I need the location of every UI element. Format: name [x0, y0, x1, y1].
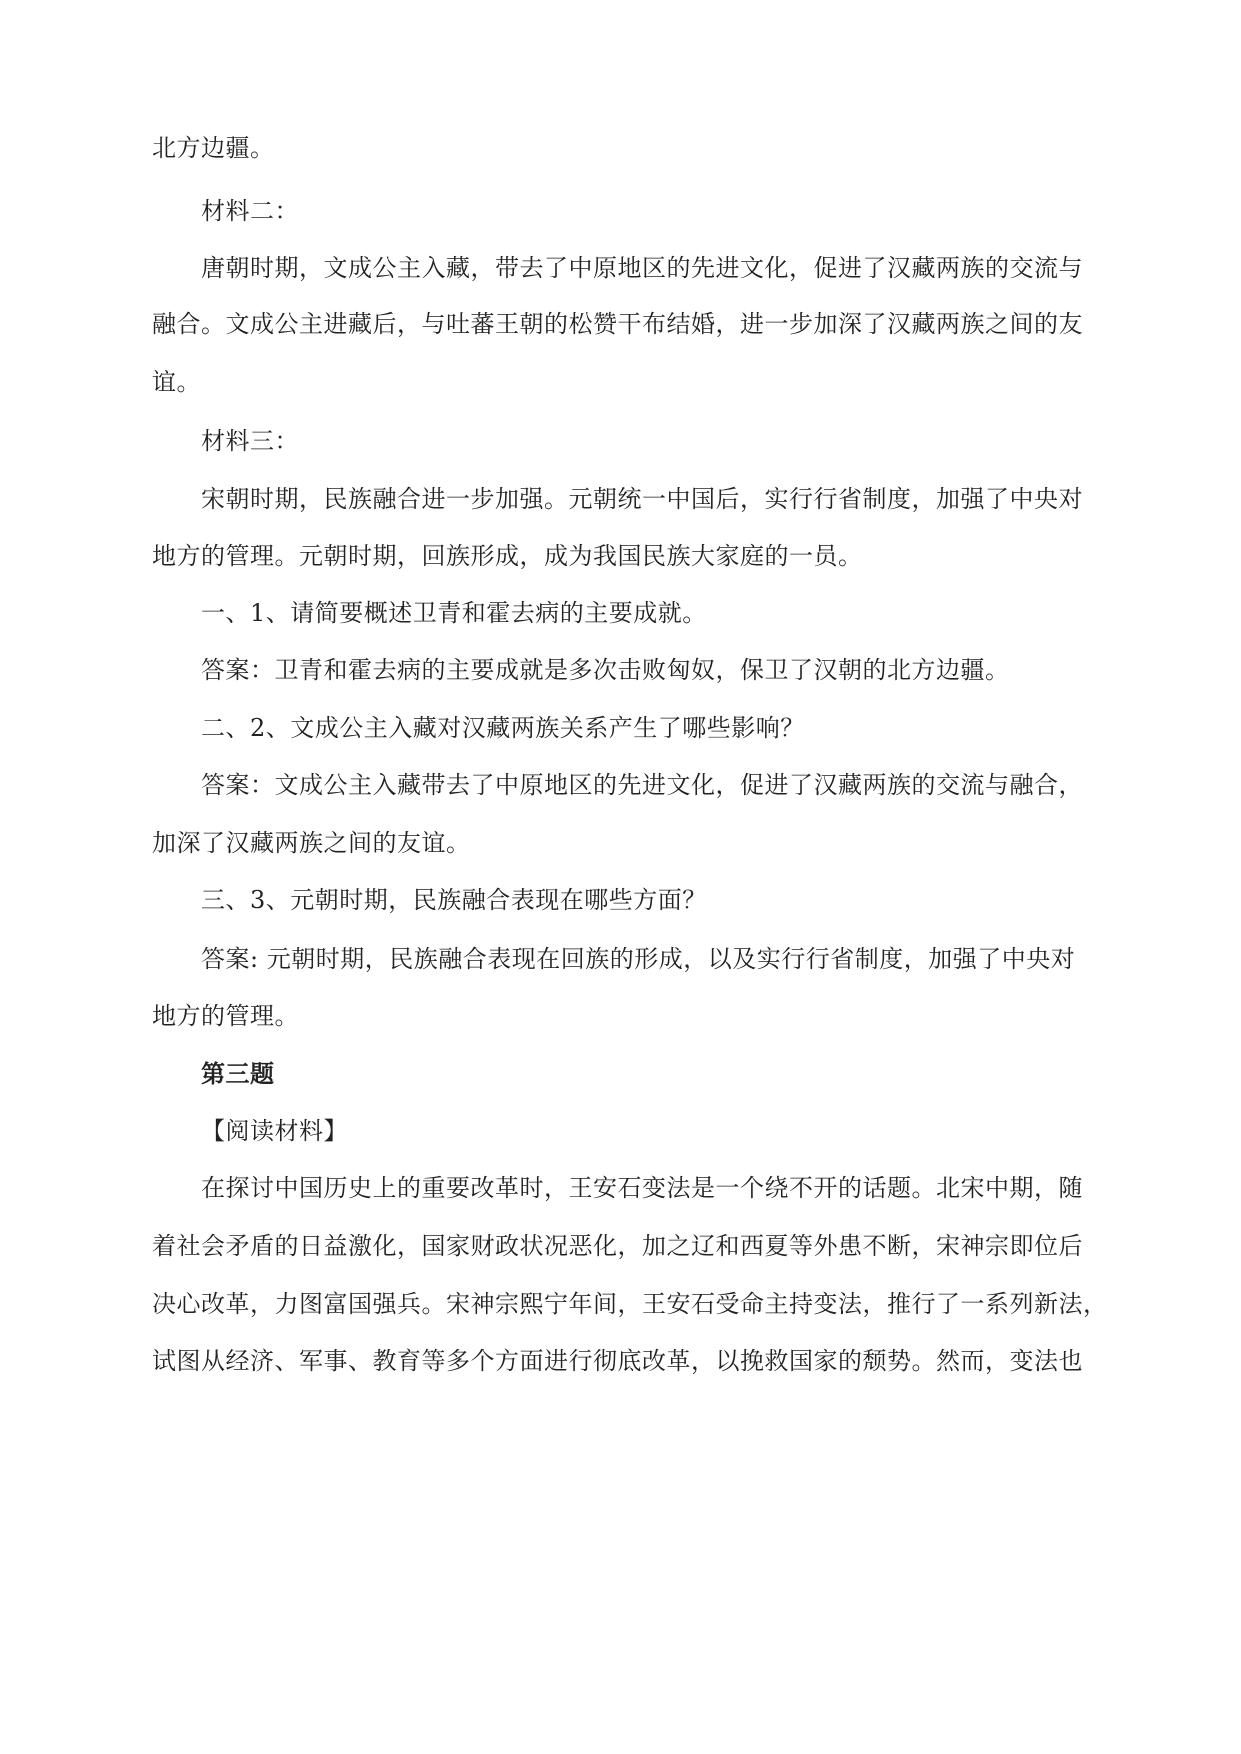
- material-three-heading: 材料三：: [201, 427, 299, 455]
- reading-material-heading: 【阅读材料】: [201, 1117, 348, 1145]
- answer-3-continued: 地方的管理。: [152, 1002, 299, 1030]
- paragraph-line: 地方的管理。元朝时期，回族形成，成为我国民族大家庭的一员。: [152, 542, 863, 570]
- section-title: 第三题: [201, 1059, 275, 1088]
- paragraph-line: 在探讨中国历史上的重要改革时，王安石变法是一个绕不开的话题。北宋中期，随: [201, 1174, 1083, 1202]
- paragraph-line: 试图从经济、军事、教育等多个方面进行彻底改革，以挽救国家的颓势。然而，变法也: [152, 1347, 1083, 1375]
- paragraph-line: 谊。: [152, 368, 201, 396]
- material-two-heading: 材料二：: [201, 197, 299, 225]
- paragraph-line: 融合。文成公主进藏后，与吐蕃王朝的松赞干布结婚，进一步加深了汉藏两族之间的友: [152, 310, 1083, 338]
- answer-3: 答案: 元朝时期，民族融合表现在回族的形成，以及实行行省制度，加强了中央对: [201, 945, 1076, 973]
- answer-2-continued: 加深了汉藏两族之间的友谊。: [152, 829, 471, 857]
- question-2: 二、2、文成公主入藏对汉藏两族关系产生了哪些影响？: [201, 714, 805, 742]
- question-3: 三、3、元朝时期，民族融合表现在哪些方面？: [201, 886, 707, 914]
- paragraph-line: 着社会矛盾的日益激化，国家财政状况恶化，加之辽和西夏等外患不断，宋神宗即位后: [152, 1232, 1083, 1260]
- paragraph-line: 唐朝时期，文成公主入藏，带去了中原地区的先进文化，促进了汉藏两族的交流与: [201, 254, 1083, 282]
- question-1: 一、1、请简要概述卫青和霍去病的主要成就。: [201, 599, 707, 627]
- paragraph-line: 宋朝时期，民族融合进一步加强。元朝统一中国后，实行行省制度，加强了中央对: [201, 485, 1083, 513]
- paragraph-line: 决心改革，力图富国强兵。宋神宗熙宁年间，王安石受命主持变法，推行了一系列新法，: [152, 1290, 1108, 1318]
- answer-1: 答案：卫青和霍去病的主要成就是多次击败匈奴，保卫了汉朝的北方边疆。: [201, 656, 1010, 684]
- paragraph-line: 北方边疆。: [152, 134, 275, 162]
- answer-2: 答案：文成公主入藏带去了中原地区的先进文化，促进了汉藏两族的交流与融合，: [201, 771, 1083, 799]
